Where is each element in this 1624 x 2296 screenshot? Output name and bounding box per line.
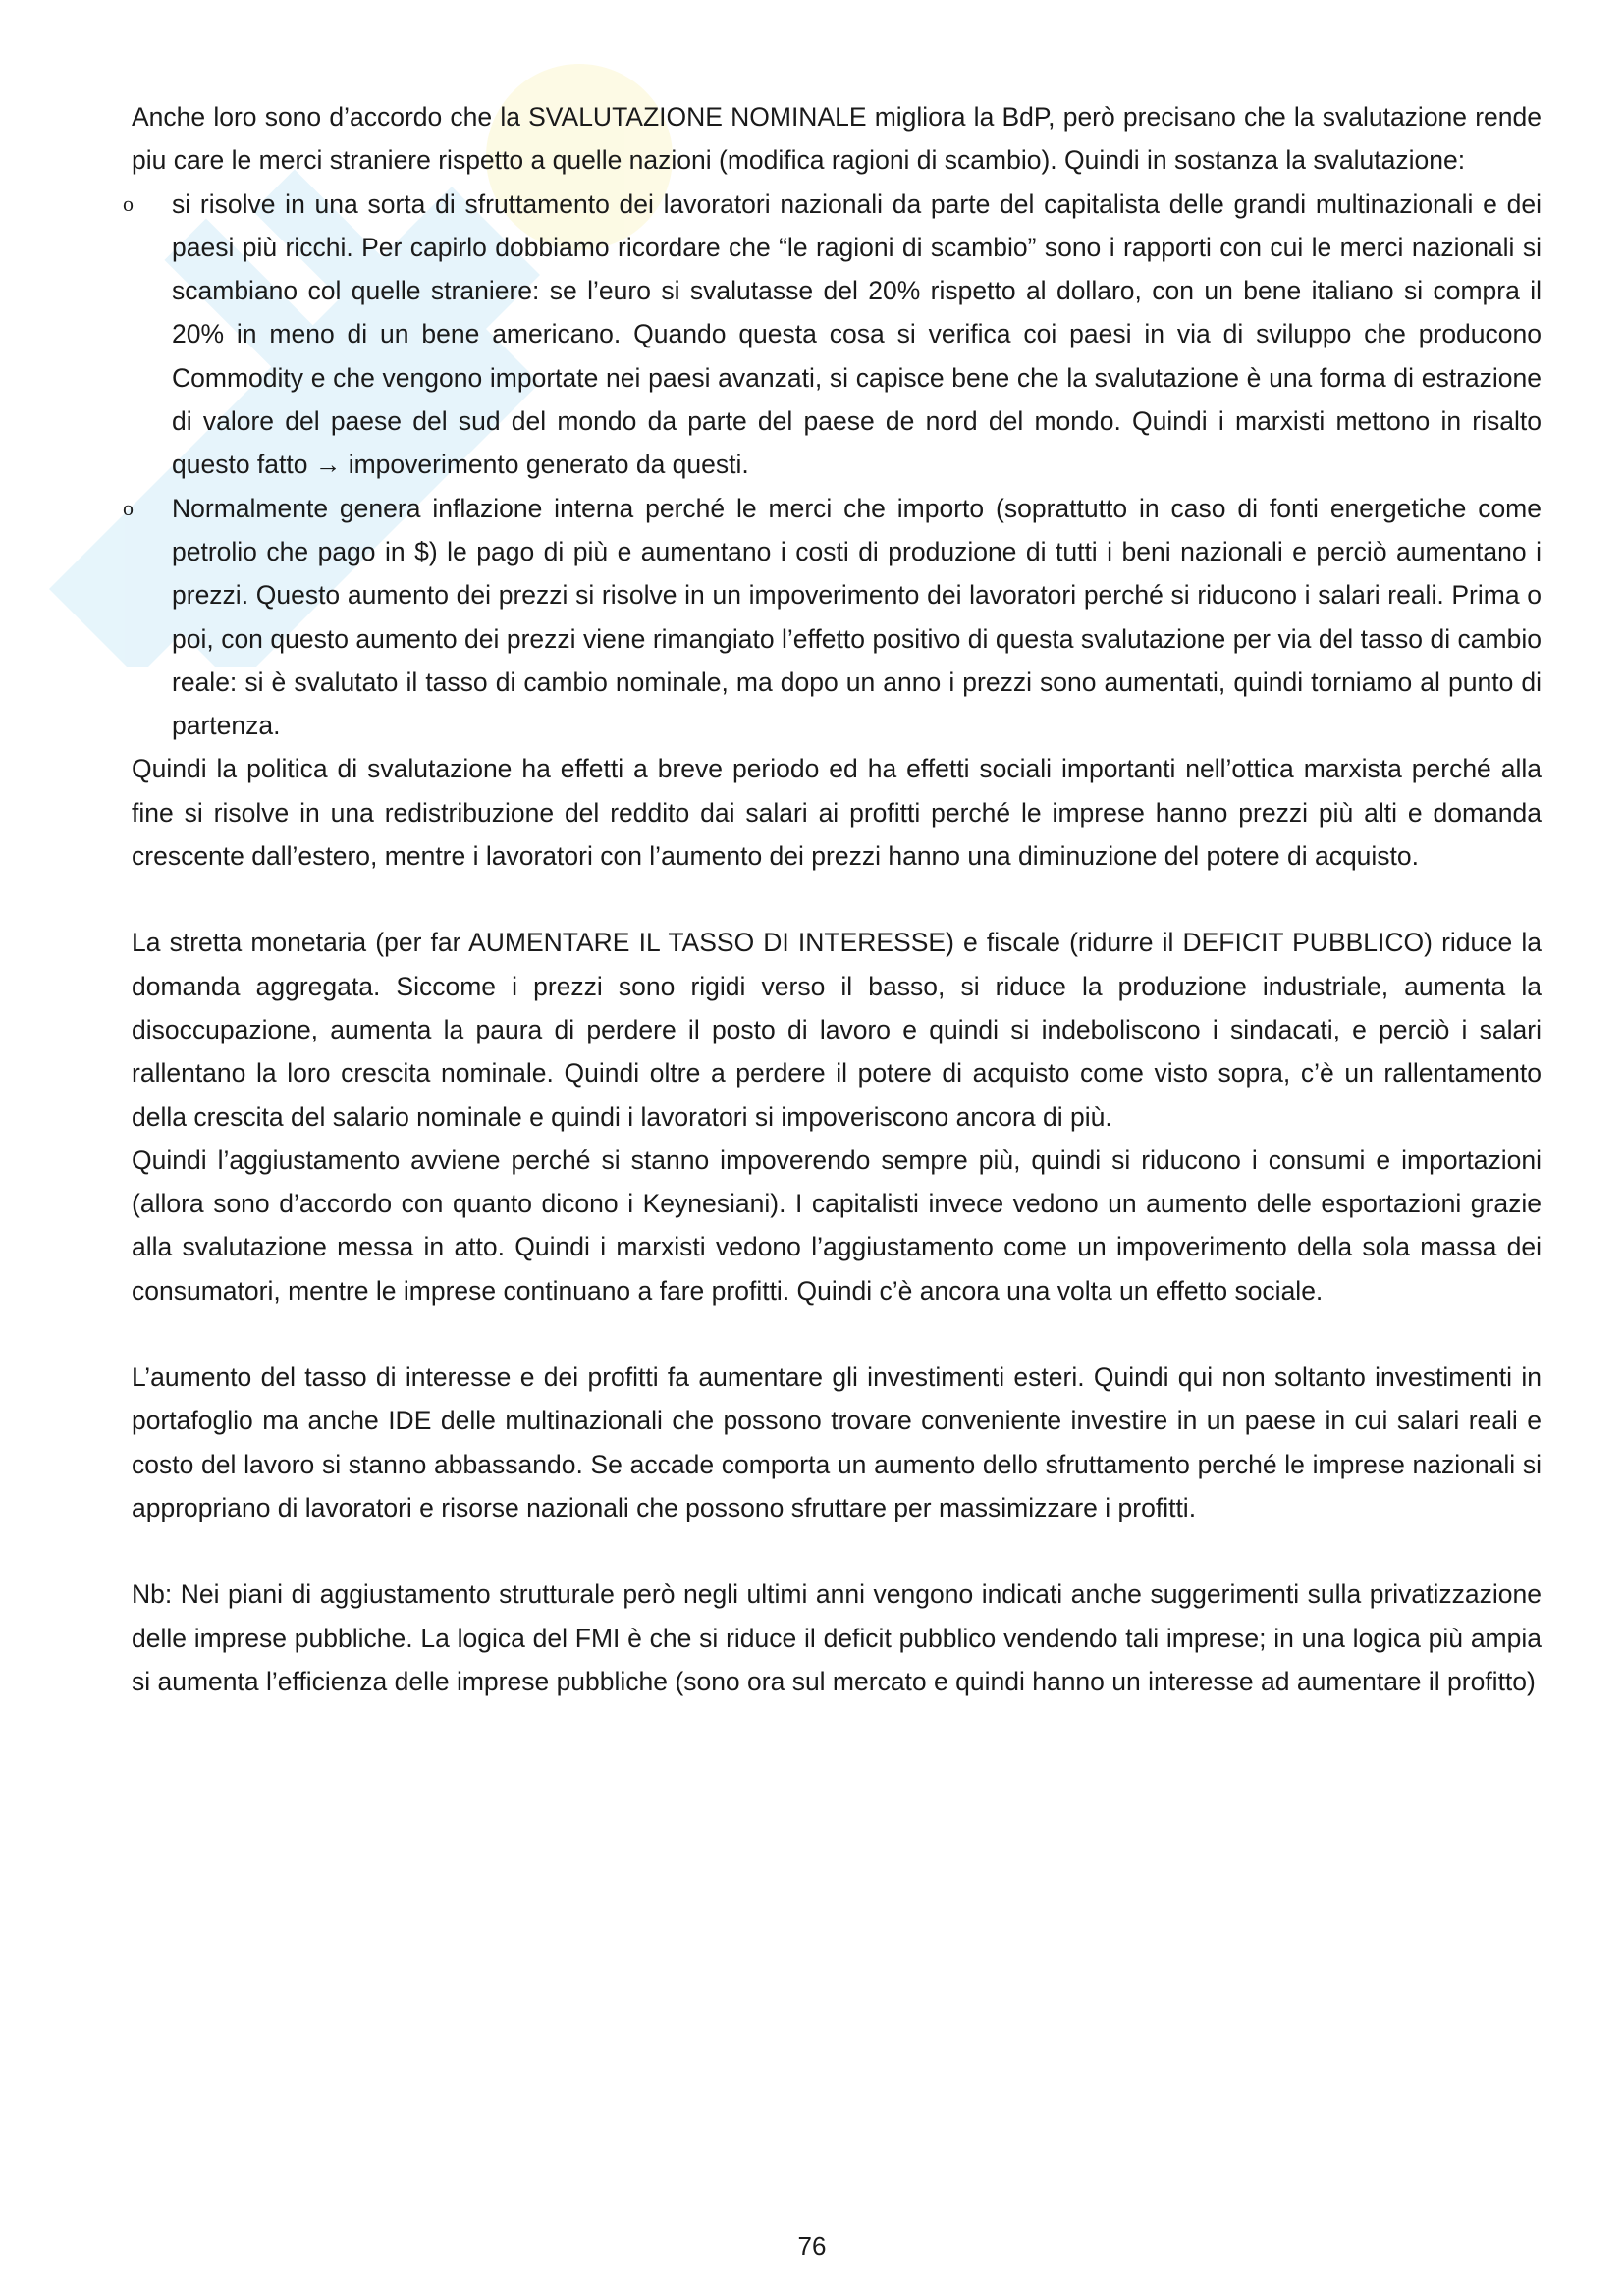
list-item [123,487,1542,748]
page-number: 76 [797,2231,827,2261]
investimenti-paragraph: L’aumento del tasso di interesse e dei profitti fa aumentare gli investimenti esteri. Quindi qui non soltanto investimenti in portafoglio ma anche IDE delle multinazionali che possono trovare conveniente investire in un paese in cui salari reali e costo del lavoro si stanno abbassando. Se accade comporta un aumento dello sfruttamento perché le imprese nazionali si appropriano di lavoratori e risorse nazionali che possono sfruttare per massimizzare i profitti. [132,1362,1542,1522]
nb-paragraph: Nb: Nei piani di aggiustamento strutturale però negli ultimi anni vengono indicati anche suggerimenti sulla privatizzazione delle imprese pubbliche. La logica del FMI è che si riduce il deficit pubblico vendendo tali imprese; in una logica più ampia si aumenta l’efficienza delle imprese pubbliche (sono ora sul mercato e quindi hanno un interesse ad aumentare il profitto) [132,1579,1542,1696]
bullet-list [123,183,1542,748]
paragraph-spacer [132,1529,1542,1573]
bullet-marker: o [123,495,134,520]
bullet-text: Normalmente genera inflazione interna perché le merci che importo (soprattutto in caso di fonti energetiche come petrolio che pago in $) le pago di più e aumentano i costi di produzione di tutti i beni nazionali e perciò aumentano i prezzi. Questo aumento dei prezzi si risolve in un impoverimento dei lavoratori perché si riducono i salari reali. Prima o poi, con questo aumento dei prezzi viene rimangiato l’effetto positivo di questa svalutazione per via del tasso di cambio reale: si è svalutato il tasso di cambio nominale, ma dopo un anno i prezzi sono aumentati, quindi torniamo al punto di partenza. [172,493,1542,741]
paragraph-spacer [132,1312,1542,1356]
document-body [123,95,1542,1703]
list-item [123,183,1542,487]
intro-paragraph: Anche loro sono d’accordo che la SVALUTAZIONE NOMINALE migliora la BdP, però precisano che la svalutazione rende piu care le merci straniere rispetto a quelle nazioni (modifica ragioni di scambio). Quindi in sostanza la svalutazione: [132,102,1542,176]
stretta-paragraph: La stretta monetaria (per far AUMENTARE IL TASSO DI INTERESSE) e fiscale (ridurre il DEFICIT PUBBLICO) riduce la domanda aggregata. Siccome i prezzi sono rigidi verso il basso, si riduce la produzione industriale, aumenta la disoccupazione, aumenta la paura di perdere il posto di lavoro e quindi si indeboliscono i sindacati, e perciò i salari rallentano la loro crescita nominale. Quindi oltre a perdere il potere di acquisto come visto sopra, c’è un rallentamento della crescita del salario nominale e quindi i lavoratori si impoveriscono ancora di più. [132,928,1542,1132]
bullet-text: si risolve in una sorta di sfruttamento dei lavoratori nazionali da parte del capitalista delle grandi multinazionali e dei paesi più ricchi. Per capirlo dobbiamo ricordare che “le ragioni di scambio” sono i rapporti con cui le merci nazionali si scambiano col quelle straniere: se l’euro si svalutasse del 20% rispetto al dollaro, con un bene italiano si compra il 20% in meno di un bene americano. Quando questa cosa si verifica coi paesi in via di sviluppo che producono Commodity e che vengono importate nei paesi avanzati, si capisce bene che la svalutazione è una forma di estrazione di valore del paese del sud del mondo da parte del paese de nord del mondo. Quindi i marxisti mettono in risalto questo fatto → impoverimento generato da questi. [172,188,1542,480]
conclusion-paragraph: Quindi la politica di svalutazione ha effetti a breve periodo ed ha effetti sociali importanti nell’ottica marxista perché alla fine si risolve in una redistribuzione del reddito dai salari ai profitti perché le imprese hanno prezzi più alti e domanda crescente dall’estero, mentre i lavoratori con l’aumento dei prezzi hanno una diminuzione del potere di acquisto. [132,754,1542,872]
bullet-marker: o [123,190,134,216]
aggiustamento-paragraph: Quindi l’aggiustamento avviene perché si stanno impoverendo sempre più, quindi si riducono i consumi e importazioni (allora sono d’accordo con quanto dicono i Keynesiani). I capitalisti invece vedono un aumento delle esportazioni grazie alla svalutazione messa in atto. Quindi i marxisti vedono l’aggiustamento come un impoverimento della sola massa dei consumatori, mentre le imprese continuano a fare profitti. Quindi c’è ancora una volta un effetto sociale. [132,1145,1542,1306]
paragraph-spacer [132,878,1542,921]
